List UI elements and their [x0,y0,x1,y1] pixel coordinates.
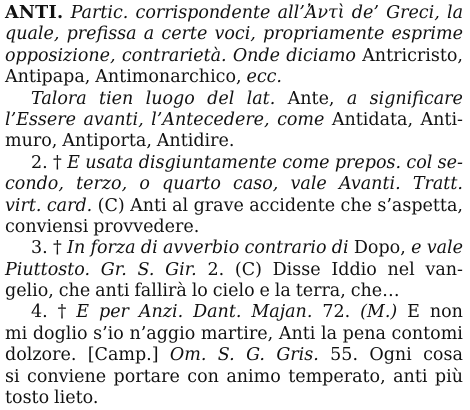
word-part: dolzore. [5,345,77,366]
word [247,89,276,110]
word [291,174,327,195]
word [27,367,106,388]
word [438,153,463,174]
word-part: nel [387,259,415,280]
word-part: 2. [207,259,225,280]
word-part: contomi [391,323,463,344]
text-line [5,89,463,110]
word [31,153,48,174]
word-part: † [53,152,62,173]
text-line [5,153,463,174]
word-part: o [139,174,150,195]
word-part: portare [113,366,180,387]
word [151,110,269,131]
word [95,67,241,88]
word [67,153,80,174]
word-part: accidente [249,195,336,216]
word-part: contrario [244,238,327,259]
word-part: 3. [31,238,48,259]
word [99,89,133,110]
word [161,24,207,45]
word-part: n’aggio [129,323,196,344]
word [187,367,219,388]
word [59,281,90,302]
text-line [5,281,463,302]
word [76,174,127,195]
word [296,281,346,302]
word-part: del [207,88,235,109]
text-line [5,24,463,45]
word [343,324,386,345]
word-part: come [277,109,325,130]
word [141,238,158,259]
word [162,174,221,195]
word-part: E [67,152,80,173]
text-line [5,131,463,152]
word [47,196,92,217]
word [98,196,125,217]
word-part: Antidire. [156,131,235,152]
word-part: Piuttosto. [5,259,91,280]
text-line [5,345,463,366]
word-part: prefissa [66,24,137,45]
word [393,367,427,388]
word [99,302,129,323]
word [33,324,88,345]
word [5,3,63,24]
word-part: Onde [232,45,280,66]
word [5,67,90,88]
word [5,367,20,388]
word [218,345,235,366]
word [413,174,463,195]
word-part: esprime [391,24,463,45]
word [5,388,49,409]
word [192,281,208,302]
text-line [5,110,463,131]
text-line [5,302,463,323]
word [351,281,400,302]
word-part: usata [85,152,134,173]
word-part: caso, [233,174,279,195]
word [321,324,337,345]
word-part: cielo [212,281,255,302]
word-part: Gir. [165,259,197,280]
word [122,46,227,67]
word [5,174,64,195]
word-part: provvedere. [93,216,200,237]
word [31,89,87,110]
word-part: Ogni [369,345,412,366]
word [62,131,152,152]
word-part: certe [161,24,208,45]
text-line [5,174,463,195]
word-part: anti [95,281,130,302]
word-part: con [187,366,219,387]
word [330,345,358,366]
word-part: Gr. [100,259,127,280]
word [130,196,167,217]
word [352,3,379,24]
word [207,89,234,110]
word [354,238,406,259]
word-part: propriamente [263,24,385,45]
word-part: Dant. [193,302,242,323]
word [388,260,415,281]
word [129,324,195,345]
word-part: fallirà [134,281,187,302]
word-part: lieto. [54,388,99,409]
word [76,302,89,323]
word-part: che [58,281,91,302]
word-part: Ante, [287,88,335,109]
word [435,367,463,388]
word [91,238,136,259]
word-part: luogo [145,88,195,109]
word-part: Antipapa, [5,67,91,88]
word [251,302,312,323]
word [347,89,357,110]
word-part: van- [425,259,463,280]
word [233,46,280,67]
word-part: Avanti. [338,174,401,195]
word-part: come [282,152,330,173]
word-part: terra, [295,281,346,302]
word [246,345,265,366]
word [67,238,85,259]
word-part: Antidata, [331,109,414,130]
word [286,46,356,67]
word-part: e [259,281,270,302]
word-part: l’Essere [5,109,76,130]
text-line [5,367,463,388]
word [201,324,273,345]
word-part: S. [137,259,155,280]
text-line [5,196,463,217]
word-part: per [99,302,129,323]
word [144,24,154,45]
word-part: 4. [31,302,48,323]
word-part: voci, [214,24,256,45]
word [386,3,440,24]
word-part: muro, [5,131,58,152]
word [71,3,129,24]
word [423,345,463,366]
word-part: s’io [93,323,124,344]
word [335,153,401,174]
word-part: se- [437,152,463,173]
word-part: quarto [162,174,221,195]
word [31,238,48,259]
word-part: all’Ἀντὶ [277,3,345,23]
word [93,217,199,238]
word-part: Anti [278,323,316,344]
word [278,3,345,24]
word [5,131,57,152]
word [288,89,335,110]
word-part: (C) [97,195,125,216]
word-part: 72. [322,302,351,323]
word [5,324,27,345]
word-part: lat. [246,88,276,109]
word [427,238,463,259]
word-part: diciamo [286,45,356,66]
word-part: S. [217,345,235,366]
word [213,281,255,302]
text-line [5,67,463,88]
word-part: Tratt. [412,174,463,195]
word-part: di [140,238,158,259]
word [249,196,335,217]
word-part: doglio [32,323,88,344]
word [172,196,188,217]
text-line [5,260,463,281]
word [101,260,127,281]
word-part: temperato, [288,366,386,387]
word [139,153,277,174]
word [411,238,421,259]
word [260,281,270,302]
word-part: significare [369,88,463,109]
word-part: Iddio [331,259,377,280]
word [5,281,54,302]
word-part: che… [350,281,400,302]
word [5,110,76,131]
word [139,302,183,323]
word-part: forza [90,238,136,259]
word-part: mi [5,323,28,344]
word-part: condo, [5,174,64,195]
word [277,110,324,131]
word-part: prepos. [334,152,402,173]
word [136,3,271,24]
word [165,260,197,281]
word [5,260,90,281]
word [5,24,59,45]
word-part: disgiuntamente [138,152,277,173]
word-part: corrispondente [135,3,271,23]
word-part: card. [46,195,93,216]
word [93,324,124,345]
word-part: Talora [31,88,87,109]
word [245,238,327,259]
word-part: vale [426,238,463,259]
word-part: † [57,302,67,323]
word-part: Disse [272,259,321,280]
word [53,238,62,259]
word [332,238,349,259]
word-part: quale, [5,24,60,45]
word [288,367,385,388]
word-part: avanti, [83,109,144,130]
word [275,281,291,302]
word-part: grave [193,195,244,216]
word-part: (C) [234,259,262,280]
word-part: Antiporta, [62,131,152,152]
dictionary-entry [5,3,463,409]
word-part: a [346,88,358,109]
word [425,260,463,281]
word [83,110,143,131]
word-part: al [172,195,189,216]
word-part: [Camp.] [87,345,159,366]
word [369,345,411,366]
word-part: pena [342,323,386,344]
text-line [5,238,463,259]
word [214,24,255,45]
word-part: Dopo, [353,238,406,259]
word-part: E [76,302,90,323]
word-part: (M.) [360,302,398,323]
word [146,89,195,110]
word-part: conviensi [5,216,89,237]
word [58,302,67,323]
word [377,196,463,217]
word [5,217,88,238]
word [170,345,207,366]
word-part: terzo, [76,174,128,195]
word [407,302,420,323]
word [421,110,463,131]
word-part: G. [246,345,265,366]
word [31,302,48,323]
word [332,110,413,131]
word-part: col [406,152,433,173]
word [339,174,401,195]
word-part: non [429,302,463,323]
text-line [5,217,463,238]
word-part: che [340,195,372,216]
word [163,238,239,259]
word [392,324,463,345]
word-part: l’Antecedere, [151,109,270,130]
word-part: tosto [5,388,50,409]
word [282,153,329,174]
word [360,302,397,323]
word-part: Gris. [276,345,319,366]
word-part: avverbio [162,238,240,259]
word-part: Antricristo, [362,45,463,66]
word-part: ecc. [246,67,282,88]
text-line [5,324,463,345]
word-part: la [446,3,463,23]
word [392,24,463,45]
word [370,89,463,110]
word [67,24,137,45]
word-part: † [53,238,62,259]
word-part: Om. [169,345,207,366]
word-part: più [434,366,463,387]
word [139,174,150,195]
word-part: E [407,302,420,323]
word-part: lo [191,281,208,302]
word-part: 55. [330,345,359,366]
word [53,153,62,174]
word-part: si [5,366,20,387]
word [193,302,241,323]
word [5,345,76,366]
word-part: contrarietà. [121,45,227,66]
word [114,367,180,388]
word-part: e [411,238,422,259]
word [88,345,159,366]
word [331,260,376,281]
word [276,345,319,366]
word-part: opposizione, [5,45,116,66]
word-part: conviene [27,366,107,387]
word [194,196,244,217]
word [233,174,278,195]
word-part: Partic. [70,3,129,23]
word-part: a [143,24,155,45]
word [157,131,235,152]
word [5,196,41,217]
word [95,281,129,302]
word-part: gelio, [5,281,54,302]
word [5,46,116,67]
word-part: s’aspetta, [377,195,463,216]
word [406,153,432,174]
word-part: martire, [200,323,274,344]
word [447,3,463,24]
text-line [5,3,463,24]
word-part: Majan. [251,302,313,323]
word [226,367,280,388]
headword: ANTI. [5,3,64,23]
word [263,24,384,45]
word-part: In [67,238,86,259]
word-part: 2. [31,152,48,173]
word-part: Antimonarchico, [95,67,242,88]
word [207,260,224,281]
word-part: cosa [423,345,463,366]
text-line [5,388,463,409]
text-line [5,46,463,67]
word-part: vale [290,174,327,195]
word-part: la [320,323,338,344]
word [273,260,321,281]
word [85,153,133,174]
word-part: de’ [351,3,379,23]
word-part: Anti- [420,109,463,130]
word [138,260,155,281]
word-part: la [274,281,291,302]
word-part: virt. [5,195,42,216]
word [362,46,463,67]
word-part: tien [99,88,134,109]
word [430,302,463,323]
word [246,67,282,88]
word [341,196,372,217]
word [322,302,350,323]
word-part: animo [226,366,281,387]
word-part: di [331,238,349,259]
word [279,324,316,345]
word [134,281,187,302]
word [54,388,98,409]
word-part: Anzi. [138,302,184,323]
word-part: anti [393,366,428,387]
word-part: Greci, [386,3,440,23]
word [235,260,262,281]
word-part: Anti [130,195,167,216]
